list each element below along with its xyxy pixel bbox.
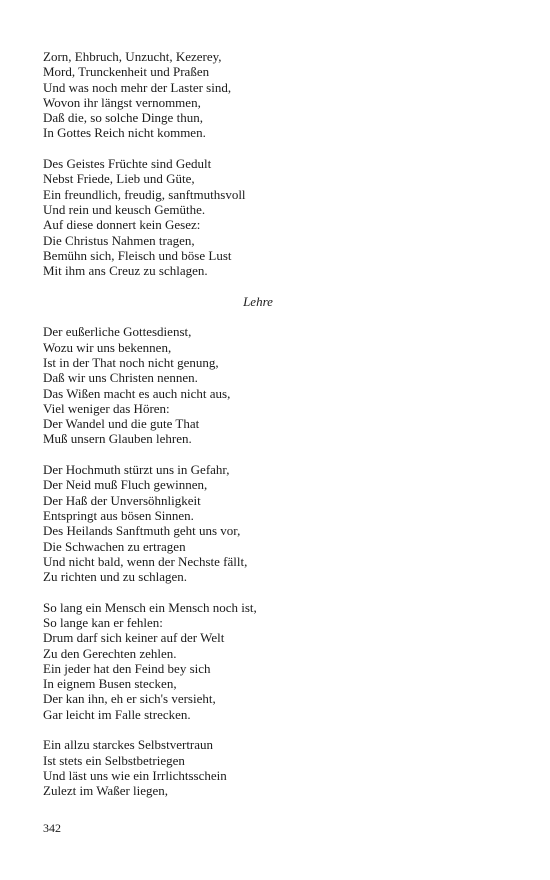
verse-line: Drum darf sich keiner auf der Welt bbox=[43, 630, 225, 646]
verse-line: Zu richten und zu schlagen. bbox=[43, 569, 188, 585]
verse-line: Des Heilands Sanftmuth geht uns vor, bbox=[43, 523, 241, 539]
page-number: 342 bbox=[43, 821, 61, 835]
verse-line: Muß unsern Glauben lehren. bbox=[43, 431, 192, 447]
verse-line: Und läst uns wie ein Irrlichtsschein bbox=[43, 767, 227, 783]
verse-line: Zorn, Ehbruch, Unzucht, Kezerey, bbox=[43, 49, 222, 64]
stanzas-before-heading bbox=[43, 49, 513, 278]
verse-line: Des Geistes Früchte sind Gedult bbox=[43, 156, 212, 172]
verse-line: Die Schwachen zu ertragen bbox=[43, 538, 186, 554]
verse-line: Und was noch mehr der Laster sind, bbox=[43, 79, 232, 95]
verse-line: Bemühn sich, Fleisch und böse Lust bbox=[43, 247, 232, 263]
verse-line: Viel weniger das Hören: bbox=[43, 400, 170, 416]
verse-line: Ein freundlich, freudig, sanftmuthsvoll bbox=[43, 186, 246, 202]
verse-line: Mord, Trunckenheit und Praßen bbox=[43, 64, 210, 80]
verse-line: Ist in der That noch nicht genung, bbox=[43, 354, 219, 370]
verse-line: Daß die, so solche Dinge thun, bbox=[43, 110, 203, 126]
verse-line: So lang ein Mensch ein Mensch noch ist, bbox=[43, 599, 257, 615]
verse-line: Gar leicht im Falle strecken. bbox=[43, 706, 191, 722]
stanza-gap bbox=[43, 309, 513, 324]
verse-line: Der Hochmuth stürzt uns in Gefahr, bbox=[43, 462, 230, 478]
verse-line: Wovon ihr längst vernommen, bbox=[43, 94, 201, 110]
verse-line: Ist stets ein Selbstbetriegen bbox=[43, 752, 185, 768]
stanza-gap bbox=[43, 141, 513, 156]
verse-line: Wozu wir uns bekennen, bbox=[43, 339, 172, 355]
verse-line: Daß wir uns Christen nennen. bbox=[43, 370, 198, 386]
verse-line: So lange kan er fehlen: bbox=[43, 614, 163, 630]
stanza-gap bbox=[43, 278, 513, 293]
verse-line: Mit ihm ans Creuz zu schlagen. bbox=[43, 263, 208, 279]
stanza bbox=[43, 324, 513, 446]
verse-line: In eignem Busen stecken, bbox=[43, 676, 177, 692]
stanza-gap bbox=[43, 722, 513, 737]
stanza bbox=[43, 462, 513, 584]
verse-line: Und nicht bald, wenn der Nechste fällt, bbox=[43, 553, 248, 569]
stanza bbox=[43, 737, 513, 798]
verse-line: Der Wandel und die gute That bbox=[43, 416, 200, 432]
verse-line: Das Wißen macht es auch nicht aus, bbox=[43, 385, 231, 401]
verse-line: Zulezt im Waßer liegen, bbox=[43, 783, 169, 799]
verse-line: Der kan ihn, eh er sich's versieht, bbox=[43, 691, 216, 707]
verse-line: Und rein und keusch Gemüthe. bbox=[43, 201, 206, 217]
poem-text bbox=[43, 49, 513, 799]
verse-line: Auf diese donnert kein Gesez: bbox=[43, 217, 201, 233]
stanza-gap bbox=[43, 447, 513, 462]
section-heading: Lehre bbox=[243, 293, 273, 309]
verse-line: Die Christus Nahmen tragen, bbox=[43, 232, 195, 248]
verse-line: Der eußerliche Gottesdienst, bbox=[43, 324, 192, 340]
verse-line: Der Haß der Unversöhnligkeit bbox=[43, 492, 201, 508]
verse-line: Ein allzu starckes Selbstvertraun bbox=[43, 737, 214, 753]
stanza bbox=[43, 49, 513, 141]
stanzas-after-heading bbox=[43, 324, 513, 798]
verse-line: Ein jeder hat den Feind bey sich bbox=[43, 660, 211, 676]
stanza bbox=[43, 600, 513, 722]
verse-line: Der Neid muß Fluch gewinnen, bbox=[43, 477, 208, 493]
verse-line: Zu den Gerechten zehlen. bbox=[43, 645, 177, 661]
verse-line: In Gottes Reich nicht kommen. bbox=[43, 125, 206, 141]
verse-line: Nebst Friede, Lieb und Güte, bbox=[43, 171, 195, 187]
stanza-gap bbox=[43, 584, 513, 599]
stanza bbox=[43, 156, 513, 278]
verse-line: Entspringt aus bösen Sinnen. bbox=[43, 507, 194, 523]
